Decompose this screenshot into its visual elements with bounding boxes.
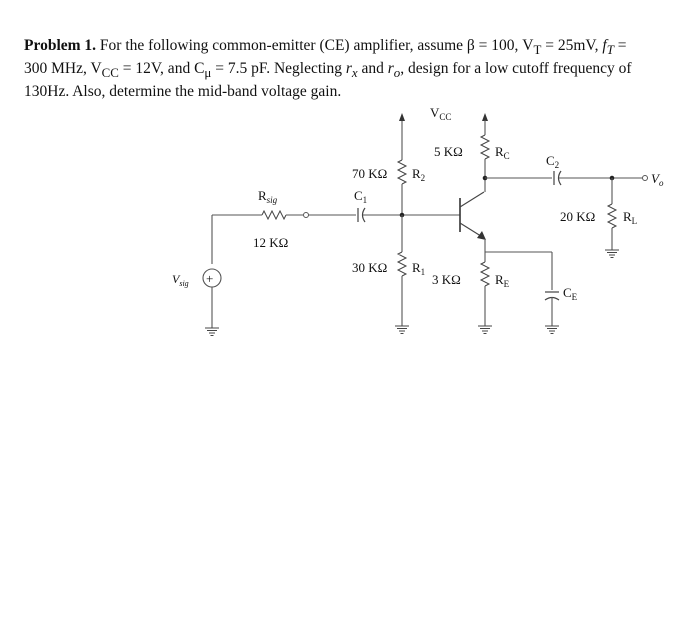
- r1-resistor: [398, 252, 406, 276]
- r1-label: $R_1$: [412, 260, 426, 277]
- vsig-plus-sign: +: [206, 271, 214, 286]
- ro-subscript: o: [393, 65, 401, 81]
- rl-value: 20 KΩ: [560, 209, 596, 224]
- r2-supply-arrow: [399, 113, 405, 121]
- rc-label: $R_C$: [495, 144, 510, 161]
- vsig-label: $V_{sig}$: [172, 272, 189, 288]
- vsig-source: [203, 215, 221, 336]
- problem-heading: Problem 1.: [24, 37, 97, 54]
- vcc-subscript: CC: [101, 65, 119, 81]
- re-resistor: [481, 262, 489, 286]
- rsig-terminal: [304, 213, 309, 218]
- problem-line2c: = 7.5 pF. Neglecting: [211, 60, 346, 78]
- rsig-resistor: [262, 211, 286, 219]
- rsig-value: 12 KΩ: [253, 235, 289, 250]
- problem-line3: 130Hz. Also, determine the mid-band voltage gain.: [24, 83, 342, 101]
- r2-label: $R_2$: [412, 166, 426, 183]
- cmu-subscript: μ: [204, 65, 212, 81]
- ce-label: $C_E$: [563, 285, 578, 302]
- ft-equals: =: [613, 37, 627, 54]
- r2-value: 70 KΩ: [352, 166, 388, 181]
- rc-value: 5 KΩ: [434, 144, 463, 159]
- rl-resistor: [608, 204, 616, 228]
- bjt-transistor: [460, 192, 486, 240]
- rx-subscript: x: [351, 65, 358, 81]
- vo-label: $V_o$: [651, 171, 664, 188]
- vcc-label: $V_{CC}$: [430, 105, 452, 122]
- problem-line1: For the following common-emitter (CE) amplifier, assume β = 100, V: [99, 37, 534, 54]
- rsig-label: $R_{sig}$: [258, 188, 278, 205]
- re-value: 3 KΩ: [432, 272, 461, 287]
- re-label: $R_E$: [495, 272, 510, 289]
- ro-symbol: r: [387, 60, 394, 78]
- c2-label: $C_2$: [546, 153, 560, 170]
- vt-subscript: T: [533, 42, 542, 58]
- rx-symbol: r: [345, 60, 352, 78]
- rc-supply-arrow: [482, 113, 488, 121]
- and-word: and: [357, 60, 388, 78]
- r1-value: 30 KΩ: [352, 260, 388, 275]
- problem-line2b: = 12V, and C: [118, 60, 205, 78]
- problem-line2a: 300 MHz, V: [24, 60, 102, 78]
- rl-label: $R_L$: [623, 209, 638, 226]
- c1-label: $C_1$: [354, 188, 368, 205]
- vt-value: = 25mV,: [541, 37, 603, 54]
- problem-line2d: , design for a low cutoff frequency of: [400, 60, 632, 78]
- ft-symbol: f: [602, 37, 607, 54]
- vo-terminal: [643, 176, 648, 181]
- rc-resistor: [481, 135, 489, 159]
- ft-subscript: T: [606, 42, 614, 58]
- r2-resistor: [398, 160, 406, 184]
